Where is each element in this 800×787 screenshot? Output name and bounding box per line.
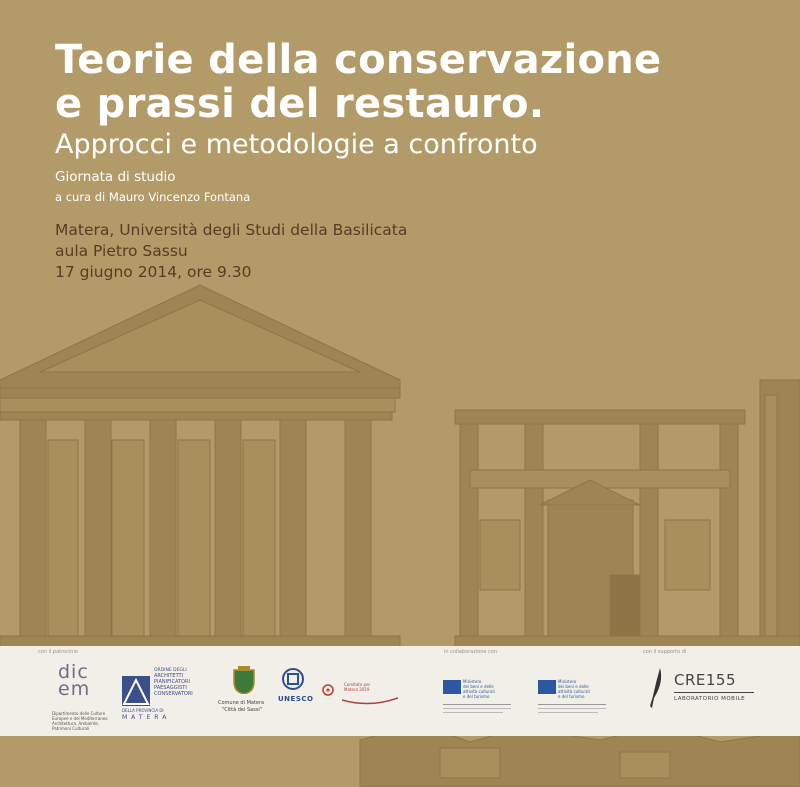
dicem-text-3: Architettura, Ambiente, xyxy=(52,721,100,726)
mibact1-rule-3 xyxy=(443,712,503,713)
comune-crest-icon xyxy=(232,666,256,694)
mibact2-text-1: Ministero xyxy=(558,679,577,684)
matera2019-text-2: Matera 2019 xyxy=(344,687,370,692)
mibact-logo-1 xyxy=(443,680,513,720)
matera2019-swoosh-icon xyxy=(342,696,398,706)
mibact1-text-3: attività culturali xyxy=(463,689,495,694)
flower-icon xyxy=(322,684,334,696)
collaboration-caption: in collaborazione con xyxy=(444,649,498,655)
event-room: aula Pietro Sassu xyxy=(55,242,188,260)
partner-logo-band xyxy=(0,646,800,736)
matera2019-text-1: Comitato per xyxy=(344,682,371,687)
event-title-line2: e prassi del restauro. xyxy=(55,81,545,127)
unesco-label: UNESCO xyxy=(278,695,314,703)
matera2019-logo xyxy=(322,682,402,712)
cre155-name: CRE155 xyxy=(674,671,737,689)
dicem-text-4: Patrimoni Culturali xyxy=(52,726,90,731)
mibact1-rule-2 xyxy=(443,708,511,709)
comune-text-1: Comune di Matera xyxy=(218,700,265,706)
comune-matera-logo xyxy=(218,666,270,726)
mibact-logo-2 xyxy=(538,680,608,720)
mibact-flag-icon-2 xyxy=(538,680,556,694)
mibact1-text-1: Ministero xyxy=(463,679,482,684)
architetti-city: MATERA xyxy=(122,714,171,721)
quill-icon xyxy=(648,668,664,708)
architetti-logo xyxy=(122,668,212,724)
mibact1-rule-1 xyxy=(443,704,511,705)
event-date: 17 giugno 2014, ore 9.30 xyxy=(55,263,252,281)
event-place: Matera, Università degli Studi della Basilicata xyxy=(55,221,408,239)
patronage-caption: con il patrocinio xyxy=(38,649,78,655)
architetti-text-1: ORDINE DEGLI xyxy=(154,668,187,673)
event-curator: a cura di Mauro Vincenzo Fontana xyxy=(55,190,251,204)
dicem-text-1: Dipartimento delle Culture xyxy=(52,711,106,716)
mibact2-text-2: dei beni e delle xyxy=(558,684,589,689)
architetti-text-4: PAESAGGISTI xyxy=(154,685,187,691)
event-kind: Giornata di studio xyxy=(55,169,176,185)
mibact-flag-icon-1 xyxy=(443,680,461,694)
mibact2-rule-3 xyxy=(538,712,598,713)
architetti-emblem-icon xyxy=(122,676,150,706)
mibact2-rule-1 xyxy=(538,704,606,705)
dicem-logo xyxy=(52,661,112,734)
cre155-logo xyxy=(648,668,768,718)
dicem-mark: dicem xyxy=(58,661,91,700)
mibact2-text-4: e del turismo xyxy=(558,694,585,699)
mibact1-text-2: dei beni e delle xyxy=(463,684,494,689)
cre155-sub: LABORATORIO MOBILE xyxy=(674,696,746,702)
mibact2-text-3: attività culturali xyxy=(558,689,590,694)
dicem-text-2: Europee e del Mediterraneo xyxy=(52,716,108,721)
comune-text-2: "Città dei Sassi" xyxy=(222,707,263,713)
mibact1-text-4: e del turismo xyxy=(463,694,490,699)
unesco-logo xyxy=(278,668,314,728)
mibact2-rule-2 xyxy=(538,708,606,709)
support-caption: con il supporto di xyxy=(643,649,687,655)
event-title-line1: Teorie della conservazione xyxy=(55,37,662,83)
world-heritage-icon xyxy=(282,668,304,690)
architetti-sub: DELLA PROVINCIA DI xyxy=(122,708,164,713)
architetti-text-3: PIANIFICATORI xyxy=(154,679,190,685)
architetti-text-2: ARCHITETTI xyxy=(154,673,184,679)
architetti-text-5: CONSERVATORI xyxy=(154,691,193,697)
event-subtitle: Approcci e metodologie a confronto xyxy=(55,129,538,160)
cre155-rule xyxy=(674,692,754,693)
